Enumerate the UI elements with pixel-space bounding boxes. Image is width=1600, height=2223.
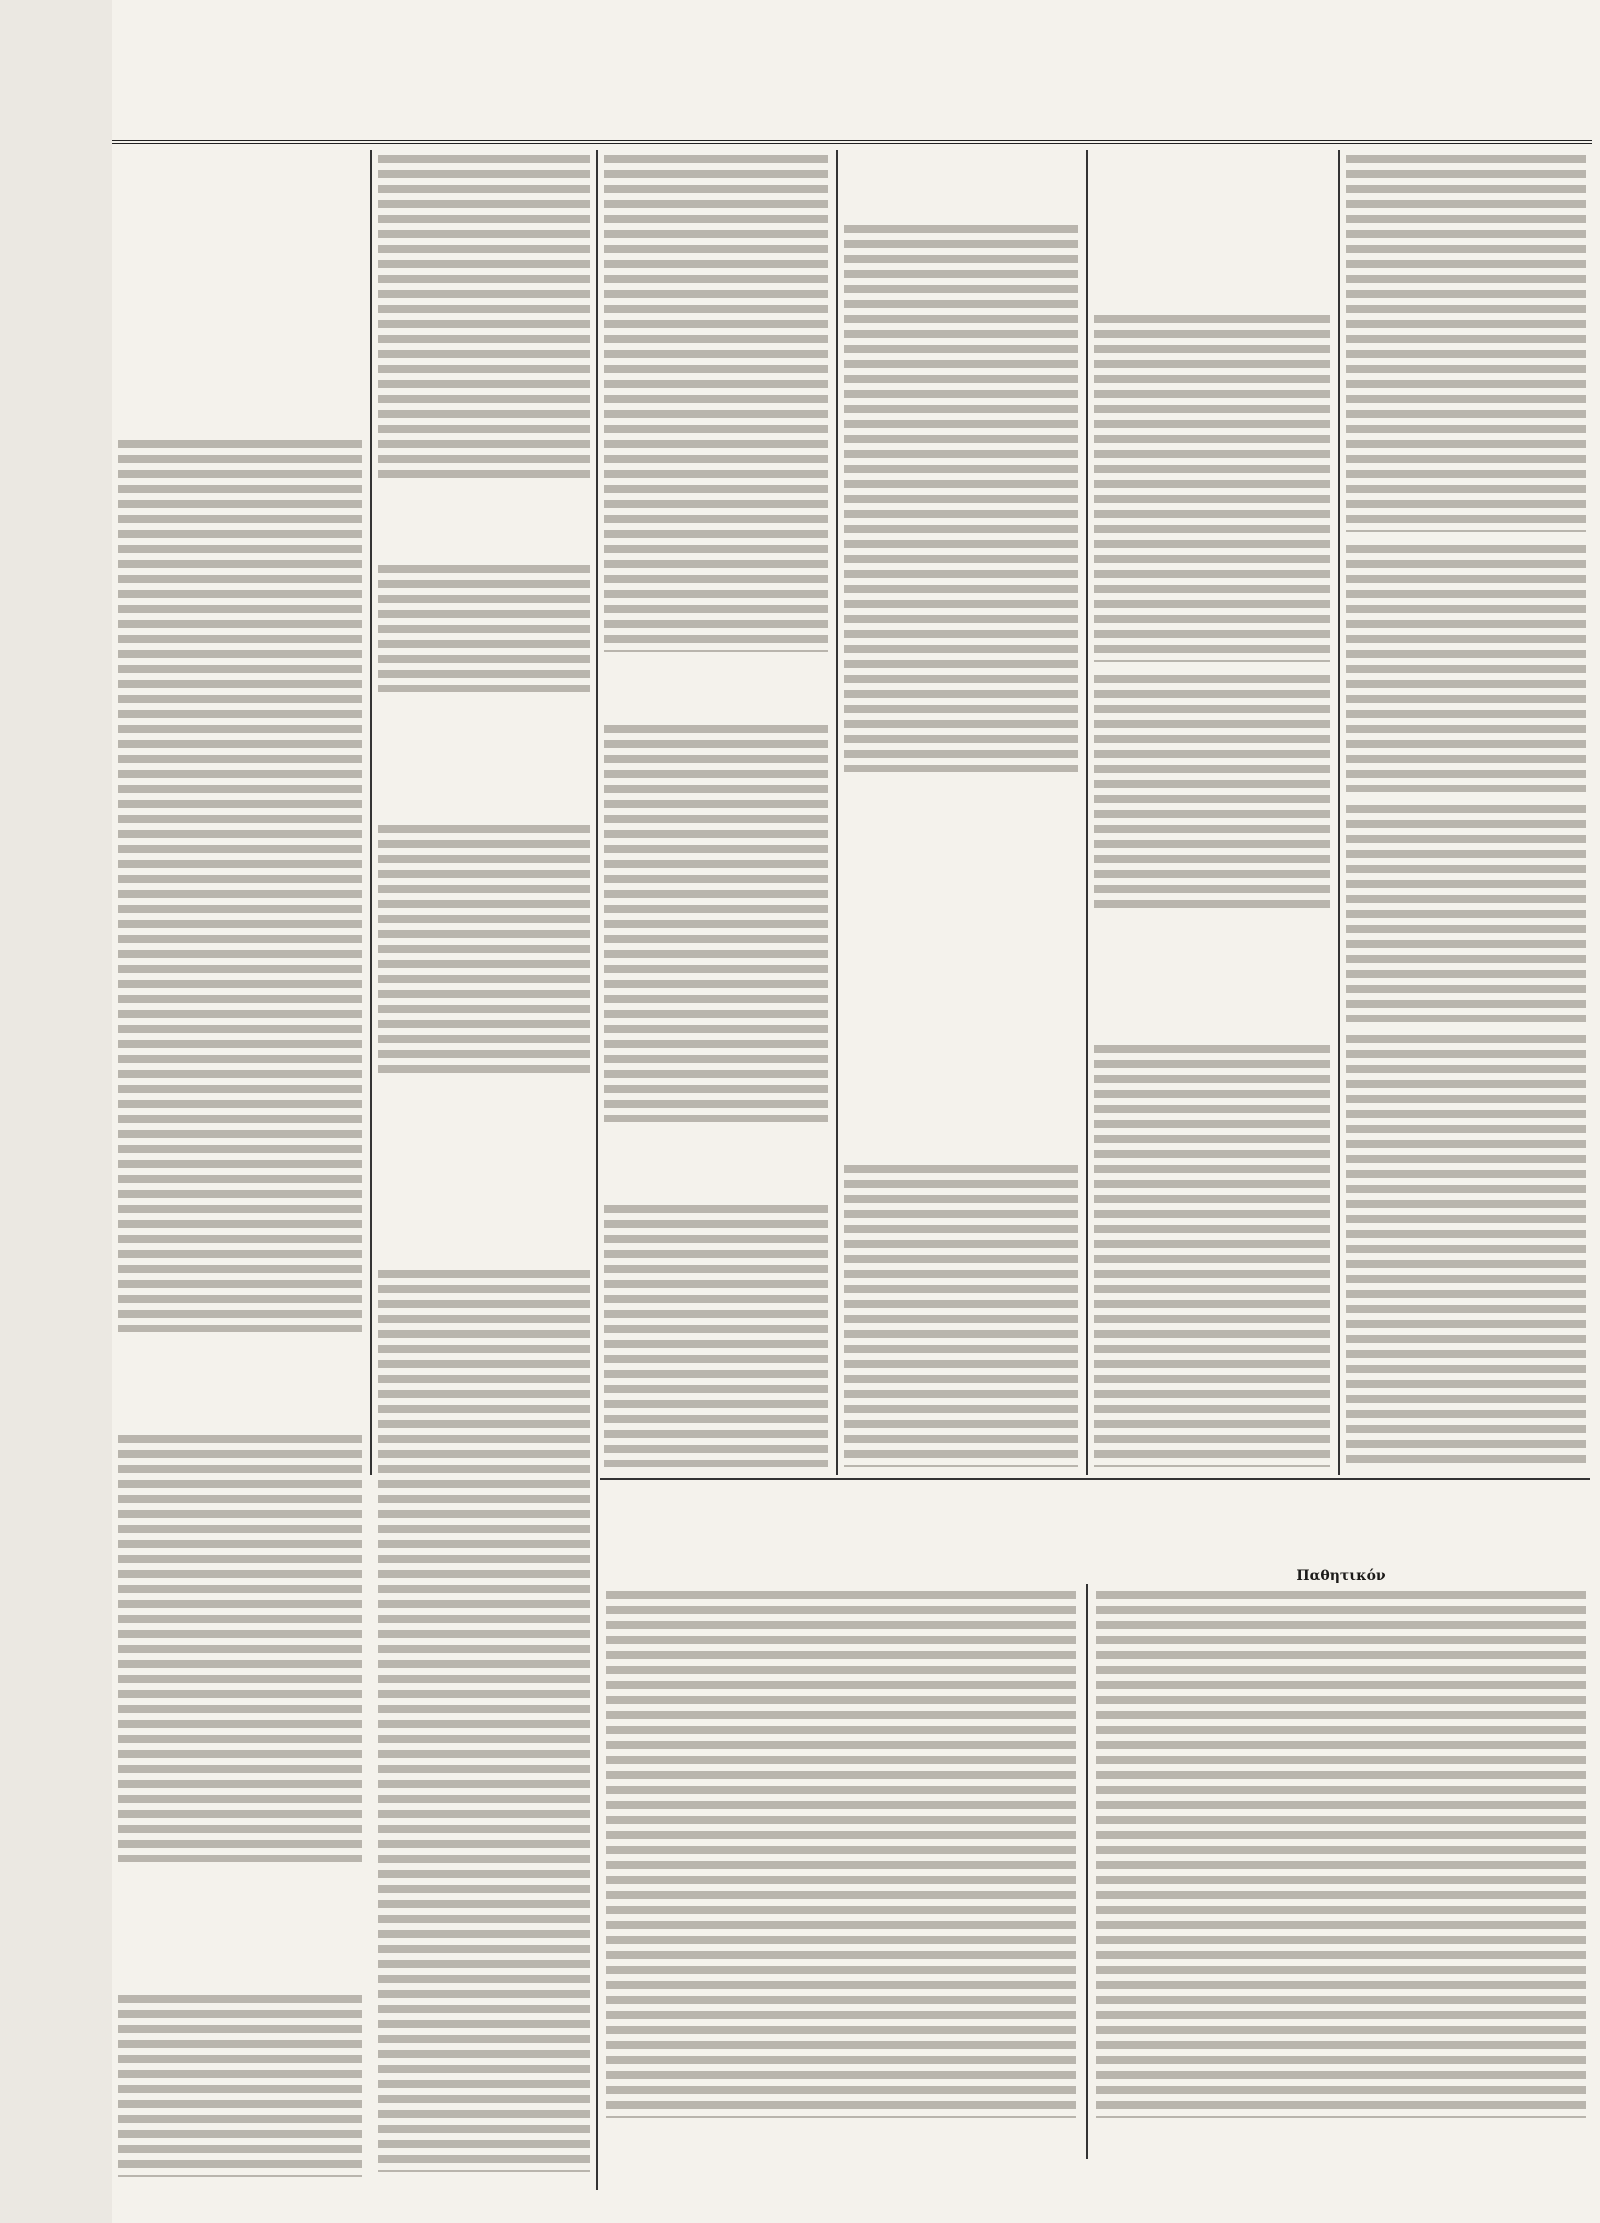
article-text xyxy=(604,1202,828,1467)
column-2 xyxy=(378,152,590,2182)
assets-total-row xyxy=(606,2120,1076,2138)
article-text xyxy=(378,1267,590,2172)
article-heading xyxy=(1094,152,1330,302)
article-text xyxy=(378,822,590,1077)
column-3 xyxy=(604,152,828,1472)
column-6 xyxy=(1346,152,1586,1472)
telegram-heading xyxy=(118,1872,362,1982)
article-text xyxy=(118,1992,362,2177)
article-text xyxy=(1094,312,1330,662)
liabilities-table xyxy=(1096,1588,1586,2118)
advertisement xyxy=(844,1092,1078,1152)
statement-company-title xyxy=(606,1484,1586,1518)
advertisement xyxy=(1346,542,1586,792)
statement-period-title xyxy=(606,1518,1586,1564)
article-text xyxy=(378,152,590,482)
column-1 xyxy=(118,152,362,2182)
article-text xyxy=(844,222,1078,772)
liabilities-heading: Παθητικόν xyxy=(1296,1568,1386,1584)
financial-statement xyxy=(606,1484,1586,2184)
column-rule xyxy=(596,150,598,2190)
advertisement xyxy=(1346,802,1586,1022)
advertisement xyxy=(1094,922,1330,1032)
assets-table xyxy=(606,1588,1076,2118)
column-rule xyxy=(370,150,372,1475)
article-heading xyxy=(604,1132,828,1192)
article-text xyxy=(118,1432,362,1862)
column-rule xyxy=(1086,150,1088,1475)
article-heading xyxy=(378,702,590,812)
article-heading xyxy=(378,492,590,552)
article-text xyxy=(604,722,828,1122)
statement-signatures xyxy=(606,2140,1586,2184)
column-4 xyxy=(844,152,1078,1472)
article-heading xyxy=(844,152,1078,212)
article-heading xyxy=(378,1087,590,1257)
advertisement xyxy=(1094,1042,1330,1467)
announcement-text xyxy=(1346,1032,1586,1467)
article-text xyxy=(118,437,362,1332)
column-5 xyxy=(1094,152,1330,1472)
advertisement xyxy=(1346,152,1586,532)
masthead xyxy=(112,118,1592,144)
column-divider xyxy=(1086,1584,1088,2159)
column-rule xyxy=(836,150,838,1475)
advertisement xyxy=(844,1162,1078,1467)
stock-prices-table xyxy=(118,242,362,427)
calendar-section xyxy=(118,152,362,232)
article-text xyxy=(1094,672,1330,912)
advertisement xyxy=(844,782,1078,1082)
article-heading xyxy=(118,1342,362,1422)
article-text xyxy=(378,562,590,692)
liabilities-total-row xyxy=(1096,2120,1586,2138)
section-rule xyxy=(600,1478,1590,1480)
article-text xyxy=(604,152,828,652)
assets-heading xyxy=(606,1568,1076,1586)
article-heading xyxy=(604,662,828,712)
column-rule xyxy=(1338,150,1340,1475)
